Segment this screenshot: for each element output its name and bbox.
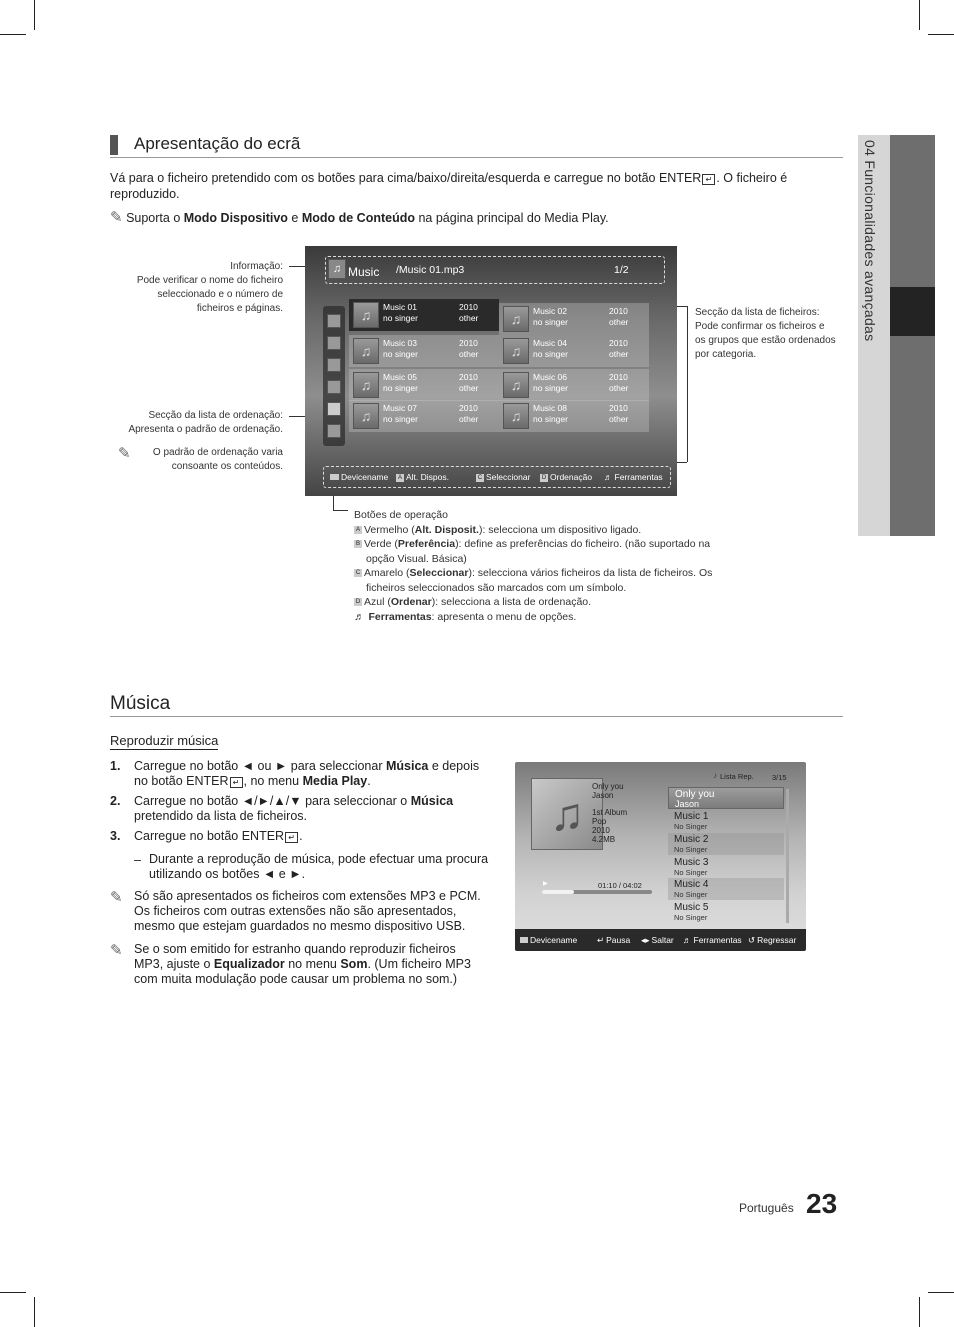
intro-text-cont: . O ficheiro é [716, 171, 788, 185]
playlist-item-title: Music 4 [674, 879, 709, 890]
callout-sort-line: Apresenta o padrão de ordenação. [128, 424, 283, 435]
callout-filelist [695, 306, 855, 362]
callout-info-line: Pode verificar o nome do ficheiro [136, 275, 283, 286]
op-c-text: Amarelo ( [364, 567, 410, 579]
file-year: 2010 [609, 338, 628, 348]
playlist-item-artist: No Singer [674, 890, 708, 899]
playlist-item-artist: Jason [675, 799, 700, 809]
file-name: Music 03 [383, 338, 418, 348]
step-3 [134, 829, 509, 844]
category-label: Music [348, 265, 380, 279]
music-note-icon: ♫ [503, 372, 529, 398]
file-genre: other [609, 317, 629, 327]
music-note-icon: ♫ [503, 338, 529, 364]
file-artist: no singer [533, 383, 568, 393]
op-d-text-end: ): selecciona a lista de ordenação. [431, 596, 592, 608]
key-d-icon: D [355, 599, 361, 606]
sort-artist-icon[interactable] [327, 358, 341, 372]
enter-icon: ↵ [230, 777, 243, 788]
music-note-icon: ♫ [503, 306, 529, 332]
file-artist: no singer [533, 414, 568, 424]
extension-note-line: Só são apresentados os ficheiros com extensões MP3 e PCM. [134, 889, 481, 903]
track-album: 1st Album [592, 808, 628, 817]
sort-button[interactable] [540, 472, 592, 482]
file-tile[interactable] [499, 400, 649, 432]
chapter-tab-label: 04 Funcionalidades avançadas [862, 140, 878, 342]
playlist-item[interactable] [668, 878, 784, 900]
sound-note-line: Se o som emitido for estranho quando reproduzir ficheiros [134, 942, 456, 956]
note-icon: ✎ [110, 209, 123, 226]
left-right-icon: ◂▸ [641, 935, 650, 945]
music-note-icon: ♫ [353, 302, 379, 328]
playlist-item-artist: No Singer [674, 822, 708, 831]
section-title: Apresentação do ecrã [134, 134, 301, 153]
tools-button[interactable] [604, 472, 663, 482]
key-d-icon: D [541, 474, 547, 481]
page-indicator: 1/2 [614, 264, 629, 276]
step2-text-cont: pretendido da lista de ficheiros. [134, 809, 308, 823]
music-note-icon: ♫ [353, 403, 379, 429]
sort-mood-icon[interactable] [327, 424, 341, 438]
select-button[interactable] [476, 472, 530, 482]
step-number: 3. [110, 829, 121, 843]
file-tile[interactable] [349, 335, 499, 367]
key-a-icon: A [355, 526, 360, 533]
file-genre: other [609, 414, 629, 424]
file-name: Music 04 [533, 338, 568, 348]
file-tile[interactable] [499, 335, 649, 367]
op-a-bold: Alt. Disposit. [414, 523, 479, 536]
skip-button[interactable] [641, 935, 674, 946]
alt-device-button[interactable] [396, 472, 449, 482]
file-year: 2010 [459, 302, 478, 312]
playlist-label: Lista Rep. [720, 772, 754, 781]
step1-bold: Música [385, 759, 429, 773]
track-size: 4.2MB [592, 835, 616, 844]
sound-note-text: . (Um ficheiro MP3 [367, 957, 471, 971]
note-text: Suporta o [126, 211, 184, 225]
callout-info-line: seleccionado e o número de [157, 289, 283, 300]
playlist-item-title: Music 2 [674, 834, 709, 845]
sound-note-equalizer: Equalizador [213, 957, 285, 971]
step1-text: Carregue no botão ◄ ou ► para seleccionar [134, 759, 386, 773]
player-controls-bar [515, 929, 806, 951]
op-c-cont: ficheiros seleccionados são marcados com um símbolo. [366, 581, 627, 594]
alt-device-label: Alt. Dispos. [406, 472, 449, 482]
note-mode-device: Modo Dispositivo [183, 211, 288, 225]
music-player-screen [515, 762, 806, 951]
operation-b [354, 537, 734, 552]
sound-note [134, 942, 509, 987]
callout-filelist-title: Secção da lista de ficheiros: [695, 307, 820, 318]
playlist-item-title: Only you [675, 789, 715, 800]
track-title: Only you [592, 782, 624, 791]
file-tile[interactable] [499, 369, 649, 401]
sort-list[interactable] [323, 306, 345, 446]
device-button[interactable] [520, 935, 577, 945]
intro-text: Vá para o ficheiro pretendido com os botões para cima/baixo/direita/esquerda e carregue no botão ENTER [110, 171, 702, 185]
music-icon: ♫ [328, 259, 346, 279]
tools-button[interactable] [683, 935, 742, 945]
file-name: Music 02 [533, 306, 568, 316]
callout-sort-note-line: O padrão de ordenação varia [152, 447, 283, 458]
footer-language: Português [739, 1201, 794, 1215]
callout-info [90, 260, 283, 316]
op-a-text-end: ): selecciona um dispositivo ligado. [478, 523, 642, 536]
op-b-bold: Preferência [397, 538, 456, 550]
callout-sort-note-line: consoante os conteúdos. [171, 461, 283, 472]
section-divider [110, 157, 843, 158]
intro-paragraph [110, 170, 835, 202]
op-tools-text: : apresenta o menu de opções. [431, 610, 577, 623]
return-icon: ↺ [748, 935, 756, 945]
callout-sort-title: Secção da lista de ordenação: [148, 410, 283, 421]
callout-info-line: ficheiros e páginas. [196, 303, 283, 314]
file-tile[interactable] [349, 369, 499, 401]
section-divider [110, 716, 843, 717]
step-number: 2. [110, 794, 121, 808]
callout-filelist-line: por categoria. [695, 349, 757, 360]
key-b-icon: B [355, 541, 360, 548]
step1-text-cont: e depois [428, 759, 480, 773]
file-artist: no singer [383, 313, 418, 323]
playlist-scrollbar[interactable] [786, 789, 789, 923]
file-genre: other [459, 313, 479, 323]
op-b-text: Verde ( [364, 538, 398, 550]
select-label: Seleccionar [486, 472, 531, 482]
operation-tools [354, 610, 734, 625]
pause-button[interactable] [597, 935, 630, 946]
sound-note-line: com muita modulação pode causar um problema no som.) [134, 972, 458, 986]
file-year: 2010 [609, 306, 628, 316]
step1-text-end: . [367, 774, 371, 788]
subsection-title: Reproduzir música [110, 733, 219, 748]
playlist-item-title: Music 5 [674, 902, 709, 913]
callout-filelist-line: os grupos que estão ordenados [695, 335, 836, 346]
file-artist: no singer [383, 414, 418, 424]
file-name: Music 08 [533, 403, 568, 413]
playlist-item[interactable] [668, 901, 784, 923]
seek-note [149, 852, 514, 882]
sound-note-line [134, 957, 509, 972]
sort-folder-icon[interactable] [327, 314, 341, 328]
music-note-icon: ♫ [353, 338, 379, 364]
page-number: 23 [806, 1188, 838, 1219]
file-year: 2010 [459, 338, 478, 348]
sound-note-som: Som [340, 957, 368, 971]
playlist-item-title: Music 1 [674, 811, 709, 822]
intro-text-end: reproduzido. [110, 187, 180, 201]
support-note [110, 210, 835, 226]
seek-note-line: utilizando os botões ◄ e ►. [149, 867, 306, 881]
sort-title-icon[interactable] [327, 336, 341, 350]
file-name: Music 07 [383, 403, 418, 413]
music-note-icon: ♫ [353, 372, 379, 398]
track-artist: Jason [592, 791, 614, 800]
note-icon: ✎ [118, 445, 131, 462]
progress-fill [542, 890, 574, 894]
note-text-end: na página principal do Media Play. [415, 211, 609, 225]
op-d-bold: Ordenar [390, 596, 432, 608]
file-year: 2010 [459, 372, 478, 382]
tools-icon: ♬ [354, 610, 365, 623]
extension-note [134, 889, 509, 934]
music-note-icon: ♫ [503, 403, 529, 429]
step2-bold: Música [410, 794, 454, 808]
track-year: 2010 [592, 826, 610, 835]
playlist-count: 3/15 [772, 773, 787, 782]
sound-note-text: MP3, ajuste o [134, 957, 214, 971]
extension-note-line: mesmo que estejam guardados no mesmo dispositivo USB. [134, 919, 466, 933]
op-tools-bold: Ferramentas [368, 610, 432, 623]
file-artist: no singer [533, 317, 568, 327]
step1-text-enter: no botão ENTER [134, 774, 229, 788]
file-genre: other [459, 349, 479, 359]
note-icon: ✎ [110, 942, 123, 959]
playlist-item[interactable] [668, 787, 784, 809]
step-2 [134, 794, 509, 824]
step-number: 1. [110, 759, 121, 773]
skip-label: Saltar [651, 935, 674, 945]
op-d-text: Azul ( [364, 596, 391, 608]
file-tile[interactable] [499, 303, 649, 335]
enter-icon: ↵ [597, 935, 605, 945]
playlist-item-artist: No Singer [674, 845, 708, 854]
album-art: ♫ [531, 778, 603, 850]
note-text-and: e [287, 211, 302, 225]
sort-genre-icon[interactable] [327, 402, 341, 416]
operation-d [354, 595, 734, 610]
step-1 [134, 759, 509, 789]
device-label: Devicename [341, 472, 389, 482]
media-play-file-browser [305, 246, 677, 496]
seek-note-line: Durante a reprodução de música, pode efectuar uma procura [149, 852, 489, 866]
file-genre: other [609, 383, 629, 393]
enter-icon: ↵ [702, 174, 715, 185]
section-heading-marker [110, 135, 118, 155]
info-bar [325, 256, 665, 284]
note-icon: ✎ [110, 889, 123, 906]
file-tile[interactable] [349, 299, 499, 331]
operation-description [354, 508, 734, 624]
chapter-tab-marker [890, 287, 935, 336]
op-a-text: Vermelho ( [364, 523, 415, 536]
pause-label: Pausa [606, 935, 631, 945]
music-section-title: Música [110, 693, 171, 714]
tools-label: Ferramentas [693, 935, 742, 945]
playlist-item-title: Music 3 [674, 857, 709, 868]
op-c-text-end: ): selecciona vários ficheiros da lista de ficheiros. Os [468, 567, 713, 579]
tools-icon: ♬ [604, 472, 613, 482]
callout-sort [90, 409, 283, 437]
playlist-item[interactable] [668, 833, 784, 855]
file-artist: no singer [533, 349, 568, 359]
file-tile[interactable] [349, 400, 499, 432]
file-name: Music 05 [383, 372, 418, 382]
track-genre: Pop [592, 817, 607, 826]
playlist-item-artist: No Singer [674, 868, 708, 877]
enter-icon: ↵ [285, 832, 298, 843]
callout-info-title: Informação: [230, 261, 283, 272]
file-path: /Music 01.mp3 [396, 264, 465, 276]
key-c-icon: C [355, 570, 361, 577]
step1-bold-menu: Media Play [302, 774, 368, 788]
callout-sort-note [140, 446, 283, 474]
sound-note-text: no menu [284, 957, 341, 971]
usb-icon [330, 474, 339, 480]
return-button[interactable] [748, 935, 796, 946]
operation-c [354, 566, 734, 581]
op-c-bold: Seleccionar [409, 567, 469, 579]
tools-label: Ferramentas [614, 472, 663, 482]
playback-time: 01:10 / 04:02 [598, 881, 642, 890]
sort-label: Ordenação [550, 472, 593, 482]
operation-title: Botões de operação [354, 509, 448, 521]
step1-text-menu: , no menu [243, 774, 303, 788]
op-b-text-end: ): define as preferências do ficheiro. (não suportado na [455, 538, 711, 550]
return-label: Regressar [757, 935, 797, 945]
op-b-cont: opção Visual. Básica) [366, 552, 467, 565]
operation-buttons-bar [323, 466, 671, 488]
file-year: 2010 [609, 403, 628, 413]
operation-a [354, 523, 734, 538]
file-name: Music 01 [383, 302, 418, 312]
playlist-item-artist: No Singer [674, 913, 708, 922]
device-button[interactable] [330, 472, 388, 482]
device-label: Devicename [530, 935, 578, 945]
file-artist: no singer [383, 349, 418, 359]
key-c-icon: C [477, 474, 483, 481]
play-icon: ▶ [543, 881, 548, 887]
file-year: 2010 [609, 372, 628, 382]
note-mode-content: Modo de Conteúdo [301, 211, 415, 225]
file-artist: no singer [383, 383, 418, 393]
step3-text-end: . [299, 829, 303, 843]
playlist-item[interactable] [668, 856, 784, 878]
tools-icon: ♬ [683, 935, 692, 945]
file-genre: other [459, 383, 479, 393]
file-genre: other [459, 414, 479, 424]
file-year: 2010 [459, 403, 478, 413]
key-a-icon: A [397, 474, 402, 481]
file-genre: other [609, 349, 629, 359]
callout-filelist-line: Pode confirmar os ficheiros e [695, 321, 825, 332]
extension-note-line: Os ficheiros com outras extensões não são apresentados, [134, 904, 457, 918]
file-name: Music 06 [533, 372, 568, 382]
progress-bar[interactable] [542, 890, 652, 894]
playlist-icon: ♪ [713, 771, 717, 780]
sort-album-icon[interactable] [327, 380, 341, 394]
step3-text: Carregue no botão ENTER [134, 829, 285, 843]
step2-text: Carregue no botão ◄/►/▲/▼ para seleccionar o [134, 794, 411, 808]
dash-mark: – [134, 853, 141, 867]
playlist-item[interactable] [668, 810, 784, 832]
usb-icon [520, 937, 528, 943]
